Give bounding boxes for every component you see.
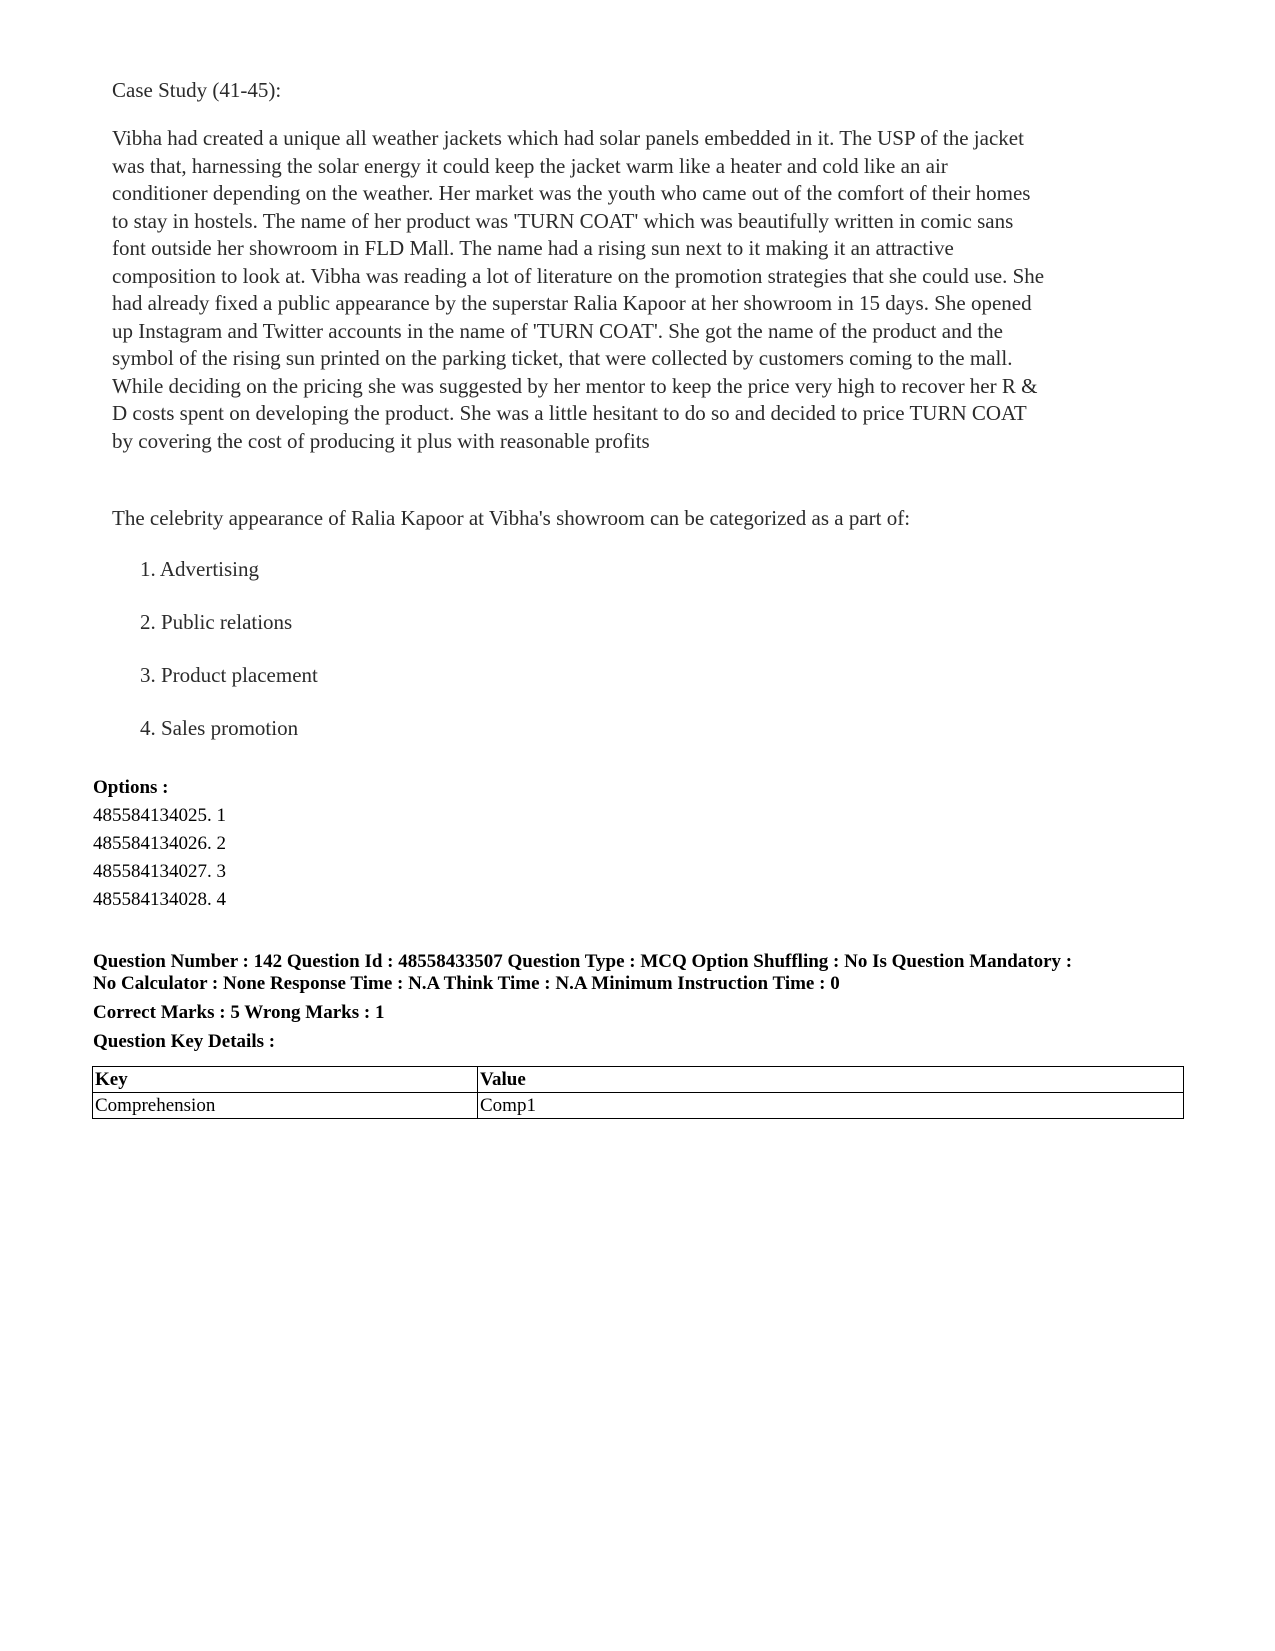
table-cell-value: Comp1 (478, 1093, 1184, 1119)
case-study-heading: Case Study (41-45): (112, 78, 282, 102)
question-text: The celebrity appearance of Ralia Kapoor at Vibha's showroom can be categorized as a part of: (112, 506, 911, 530)
table-header-row (93, 1067, 1184, 1093)
option-item: 485584134025. 1 (93, 805, 226, 826)
choice-text: Advertising (159, 557, 259, 581)
key-details-label: Question Key Details : (93, 1031, 276, 1052)
passage-line: was that, harnessing the solar energy it could keep the jacket warm like a heater and cold like an air (112, 153, 948, 178)
passage-line: up Instagram and Twitter accounts in the name of 'TURN COAT'. She got the name of the product and the (112, 318, 1003, 343)
table-row (93, 1093, 1184, 1119)
passage-line: by covering the cost of producing it plus with reasonable profits (112, 428, 650, 453)
table-header-key: Key (93, 1067, 478, 1093)
passage-line: font outside her showroom in FLD Mall. The name had a rising sun next to it making it an attractive (112, 236, 954, 260)
choice-number: 3. (140, 663, 156, 687)
passage-line: D costs spent on developing the product. She was a little hesitant to do so and decided to price TURN COAT (112, 401, 1027, 425)
table-header-value: Value (478, 1067, 1184, 1093)
choice-number: 1. (140, 557, 156, 581)
case-study-passage (112, 125, 1172, 455)
passage-line: had already fixed a public appearance by the superstar Ralia Kapoor at her showroom in 15 days. She opened (112, 291, 1032, 315)
choice-text: Sales promotion (161, 716, 299, 740)
choice-item (140, 608, 292, 636)
passage-line: to stay in hostels. The name of her product was 'TURN COAT' which was beautifully written in comic sans (112, 208, 1014, 233)
choice-item (140, 555, 259, 583)
options-label: Options : (93, 777, 169, 798)
option-item: 485584134027. 3 (93, 861, 226, 882)
table-cell-key: Comprehension (93, 1093, 478, 1119)
choice-text: Product placement (161, 663, 318, 687)
option-item: 485584134026. 2 (93, 833, 226, 854)
passage-line: Vibha had created a unique all weather jackets which had solar panels embedded in it. The USP of the jacket (112, 126, 1024, 150)
question-key-table (92, 1066, 1184, 1119)
choice-item (140, 714, 298, 742)
passage-line: conditioner depending on the weather. Her market was the youth who came out of the comfort of their homes (112, 181, 1031, 205)
passage-line: While deciding on the pricing she was suggested by her mentor to keep the price very high to recover her R & (112, 373, 1038, 398)
passage-line: composition to look at. Vibha was reading a lot of literature on the promotion strategies that she could use. She (112, 263, 1045, 288)
choice-number: 2. (140, 610, 156, 634)
choice-number: 4. (140, 716, 156, 740)
marks-line: Correct Marks : 5 Wrong Marks : 1 (93, 1002, 385, 1023)
choice-item (140, 661, 318, 689)
question-meta-line-2: No Calculator : None Response Time : N.A Think Time : N.A Minimum Instruction Time : 0 (93, 973, 840, 994)
option-item: 485584134028. 4 (93, 889, 226, 910)
passage-line: symbol of the rising sun printed on the parking ticket, that were collected by customers coming to the mall. (112, 346, 1013, 370)
choice-text: Public relations (161, 610, 293, 634)
question-meta-line-1: Question Number : 142 Question Id : 48558433507 Question Type : MCQ Option Shuffling : No Is Question Mandatory : (93, 951, 1073, 972)
